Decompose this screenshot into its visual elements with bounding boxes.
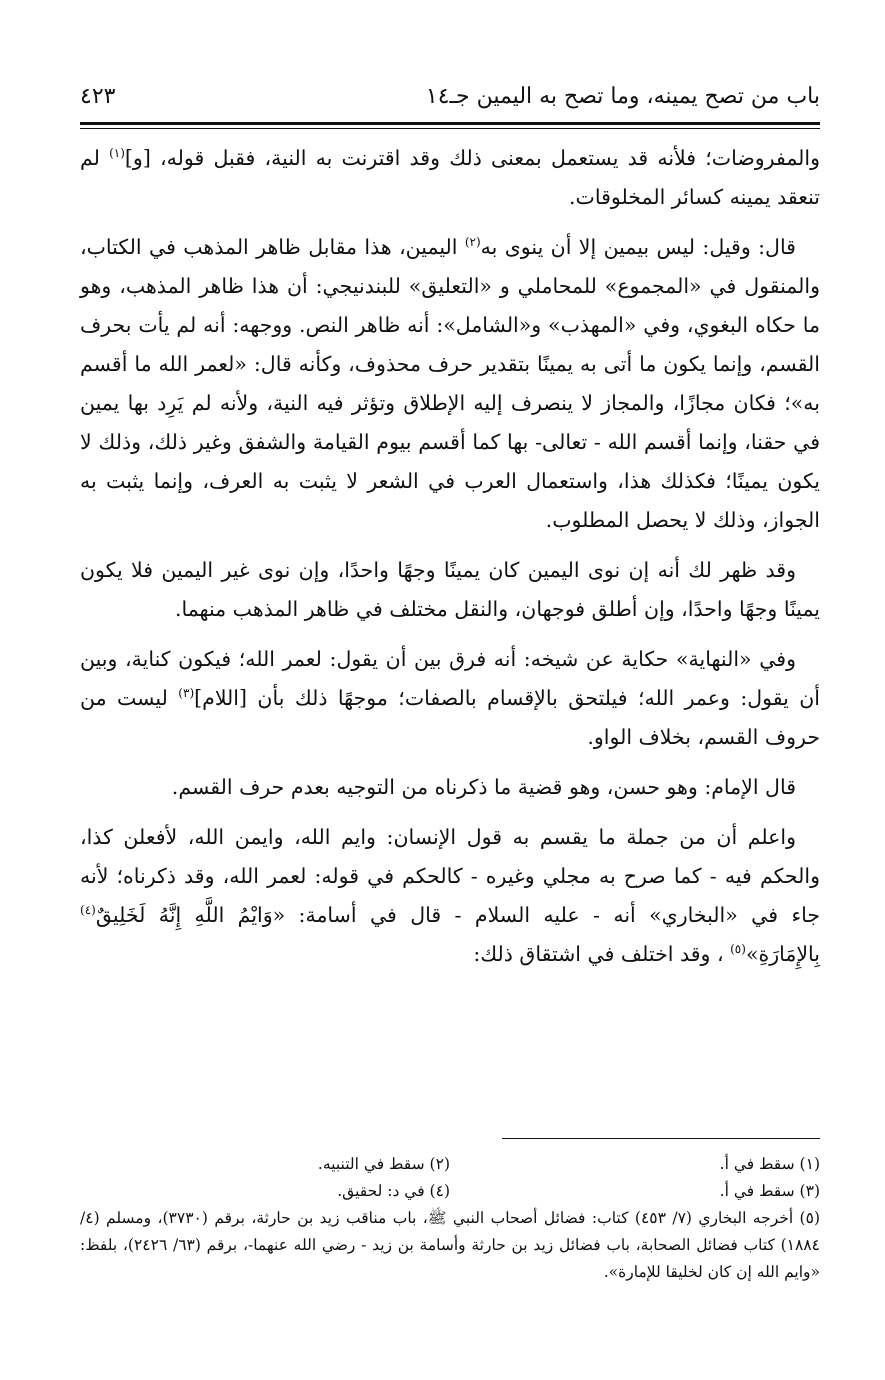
- paragraph: [80, 228, 820, 540]
- paragraph-text: والمفروضات؛ فلأنه قد يستعمل بمعنى ذلك وقد اقترنت به النية، فقبل قوله، [و]: [124, 146, 821, 170]
- paragraph: [80, 768, 820, 807]
- paragraph-text: اليمين، هذا مقابل ظاهر المذهب في الكتاب، والمنقول في «المجموع» للمحاملي و «التعليق» للبندنيجي: أن هذا ظاهر المذهب، وهو ما حكاه البغوي، وفي «المهذب» و«الشامل»: أنه ظاهر النص. ووجهه: أنه لم يأت بحرف القسم، وإنما يكون ما أتى به يمينًا بتقدير حرف محذوف، وكأنه قال: «لعمر الله ما أقسم به»؛ فكان مجازًا، والمجاز لا ينصرف إليه الإطلاق وتؤثر فيه النية، ولأنه لم يَرِد بها يمين في حقنا، وإنما أقسم الله - تعالى- بها كما أقسم بيوم القيامة والشفق وغير ذلك، وذلك لا يكون يمينًا؛ فكذلك هذا، واستعمال العرب في الشعر لا يثبت به العرف، وإنما يثبت به الجواز، وذلك لا يحصل المطلوب.: [80, 235, 820, 532]
- paragraph-text: واعلم أن من جملة ما يقسم به قول الإنسان: وايم الله، وايمن الله، لأفعلن كذا، والحكم فيه - كما صرح به مجلي وغيره - كالحكم في قوله: لعمر الله، وقد ذكرناه؛ لأنه جاء في «البخاري» أنه - عليه السلام - قال في أسامة: «وَايْمُ اللَّهِ إِنَّهُ لَخَلِيقٌ: [80, 825, 820, 927]
- main-text: [80, 139, 820, 974]
- running-header: [80, 78, 820, 122]
- paragraph-text: قال الإمام: وهو حسن، وهو قضية ما ذكرناه من التوجيه بعدم حرف القسم.: [171, 775, 796, 799]
- header-title: باب من تصح يمينه، وما تصح به اليمين جـ١٤: [425, 84, 820, 109]
- footnote-row: [80, 1178, 820, 1205]
- footnote: (١) سقط في أ.: [719, 1155, 820, 1173]
- footnote-ref: (٢): [464, 235, 481, 250]
- footnote: (٤) في د: لحقيق.: [337, 1182, 450, 1200]
- header-rule-thin: [80, 128, 820, 129]
- page: [80, 78, 821, 1281]
- paragraph: [80, 640, 820, 757]
- paragraph-text: لم تنعقد يمينه كسائر المخلوقات.: [80, 146, 820, 209]
- footnote: (٢) سقط في التنبيه.: [317, 1155, 450, 1173]
- footnote-ref: (١): [109, 146, 125, 161]
- paragraph: [80, 818, 820, 974]
- paragraph-text: ، وقد اختلف في اشتقاق ذلك:: [473, 942, 731, 966]
- paragraph: [80, 551, 820, 629]
- footnote-separator: [502, 1138, 820, 1139]
- paragraph-text: وقد ظهر لك أنه إن نوى اليمين كان يمينًا وجهًا واحدًا، وإن نوى غير اليمين فلا يكون يمينًا وجهًا واحدًا، وإن أطلق فوجهان، والنقل مختلف في ظاهر المذهب منهما.: [80, 558, 820, 621]
- footnotes: [80, 1151, 820, 1286]
- footnote-ref: (٤): [80, 903, 96, 918]
- paragraph: [80, 139, 820, 217]
- footnote-row: [80, 1151, 820, 1178]
- page-number: ٤٢٣: [80, 84, 116, 109]
- header-rule-thick: [80, 122, 820, 125]
- paragraph-text: بِالإِمَارَةِ»: [745, 942, 820, 966]
- footnote: (٣) سقط في أ.: [719, 1182, 820, 1200]
- paragraph-text: قال: وقيل: ليس بيمين إلا أن ينوى به: [480, 235, 796, 259]
- footnote-ref: (٣): [178, 686, 195, 701]
- paragraph-text: وفي «النهاية» حكاية عن شيخه: أنه فرق بين أن يقول: لعمر الله؛ فيكون كناية، وبين أن يقول: وعمر الله؛ فيلتحق بالإقسام بالصفات؛ موجهًا ذلك بأن [اللام]: [80, 647, 820, 710]
- paragraph-text: ليست من حروف القسم، بخلاف الواو.: [80, 686, 820, 749]
- footnote-ref: (٥): [730, 942, 746, 957]
- footnote: (٥) أخرجه البخاري (٧/ ٤٥٣) كتاب: فضائل أصحاب النبي ﷺ، باب مناقب زيد بن حارثة، برقم (٣٧٣٠)، ومسلم (٤/ ١٨٨٤) كتاب فضائل الصحابة، باب فضائل زيد بن حارثة وأسامة بن زيد - رضي الله عنهما-، برقم (٦٣/ ٢٤٢٦)، بلفظ: «وايم الله إن كان لخليقا للإمارة».: [80, 1209, 820, 1281]
